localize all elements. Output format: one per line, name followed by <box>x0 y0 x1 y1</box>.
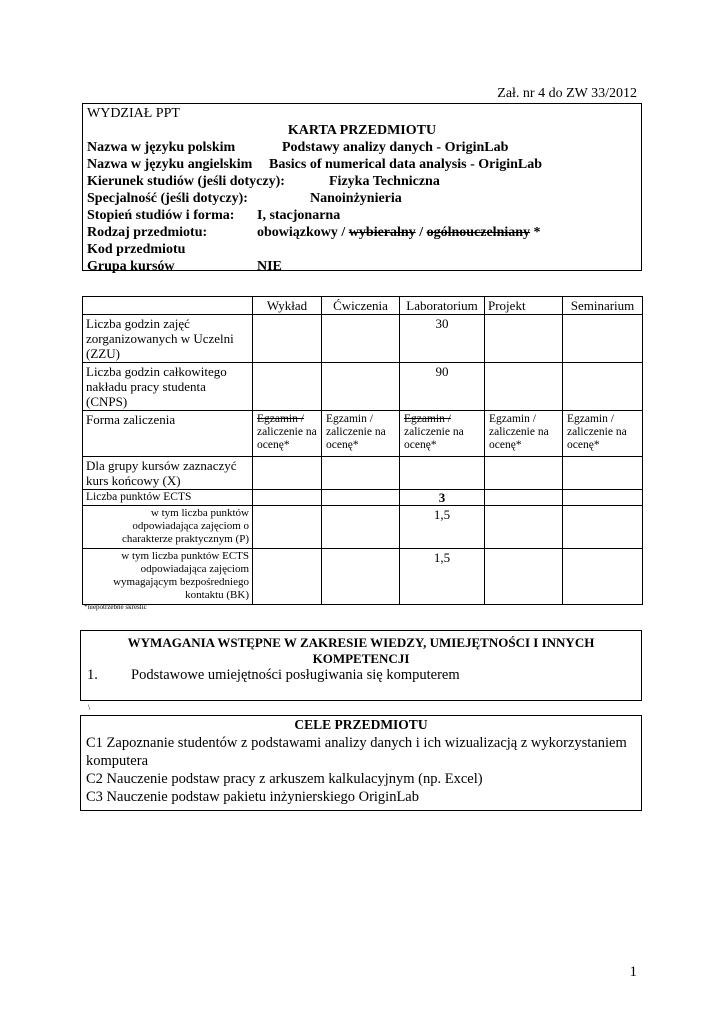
type-separator: / <box>419 225 424 240</box>
level-value: I, stacjonarna <box>257 208 341 223</box>
form-lecture: Egzamin / zaliczenie na ocenę* <box>253 411 322 457</box>
bk-lab: 1,5 <box>400 549 485 605</box>
table-row-zzu <box>83 315 643 363</box>
card-title: KARTA PRZEDMIOTU <box>287 123 437 138</box>
zzu-label: Liczba godzin zajęć zorganizowanych w Uczelni (ZZU) <box>83 315 253 363</box>
col-laboratory: Laboratorium <box>400 297 485 315</box>
name-pl-label: Nazwa w języku polskim <box>87 140 236 155</box>
code-label: Kod przedmiotu <box>87 242 186 257</box>
goal-c1: C1 Zapoznanie studentów z podstawami analizy danych i ich wizualizacją z wykorzystaniem komputera <box>86 735 627 769</box>
type-value <box>257 224 541 241</box>
name-en-label: Nazwa w języku angielskim <box>87 157 253 172</box>
table-row-bk <box>83 549 643 605</box>
goals-box <box>80 715 642 811</box>
requirements-title: WYMAGANIA WSTĘPNE W ZAKRESIE WIEDZY, UMIEJĘTNOŚCI I INNYCH KOMPETENCJI <box>127 635 595 666</box>
course-header-box <box>82 103 642 274</box>
requirements-item <box>87 667 460 684</box>
ects-lab: 3 <box>400 490 485 506</box>
form-laboratory: Egzamin / zaliczenie na ocenę* <box>400 411 485 457</box>
type-label: Rodzaj przedmiotu: <box>87 225 208 240</box>
ects-label: Liczba punktów ECTS <box>83 490 253 506</box>
specialization-label: Specjalność (jeśli dotyczy): <box>87 191 248 206</box>
goals-title: CELE PRZEDMIOTU <box>294 717 428 732</box>
form-label: Forma zaliczenia <box>83 411 253 457</box>
name-en-value: Basics of numerical data analysis - OriginLab <box>269 157 543 172</box>
table-row-practical <box>83 506 643 549</box>
hours-table <box>82 296 643 605</box>
field-value: Fizyka Techniczna <box>329 174 440 189</box>
goal-c2: C2 Nauczenie podstaw pracy z arkuszem kalkulacyjnym (np. Excel) <box>86 771 483 787</box>
form-seminar: Egzamin / zaliczenie na ocenę* <box>563 411 643 457</box>
bk-label: w tym liczba punktów ECTS odpowiadająca zajęciom wymagającym bezpośredniego kontaktu (BK) <box>83 549 253 605</box>
form-project: Egzamin / zaliczenie na ocenę* <box>485 411 563 457</box>
page-number: 1 <box>629 964 637 980</box>
table-header-row <box>83 297 643 315</box>
level-label: Stopień studiów i forma: <box>87 208 235 223</box>
practical-label: w tym liczba punktów odpowiadająca zajęciom o charakterze praktycznym (P) <box>83 506 253 549</box>
col-seminar: Seminarium <box>563 297 643 315</box>
table-row-form <box>83 411 643 457</box>
type-elective-struck: wybieralny <box>348 225 416 240</box>
field-label: Kierunek studiów (jeśli dotyczy): <box>87 174 285 189</box>
requirements-item-number: 1. <box>87 667 98 683</box>
table-row-cnps <box>83 363 643 411</box>
footnote: *niepotrzebne skreślić <box>84 603 147 611</box>
table-corner <box>83 297 253 315</box>
type-mandatory: obowiązkowy / <box>257 225 346 240</box>
col-exercises: Ćwiczenia <box>322 297 400 315</box>
table-row-ects <box>83 490 643 506</box>
specialization-value: Nanoinżynieria <box>310 191 402 206</box>
faculty: WYDZIAŁ PPT <box>87 106 180 121</box>
form-exercises: Egzamin / zaliczenie na ocenę* <box>322 411 400 457</box>
name-pl-value: Podstawy analizy danych - OriginLab <box>282 140 509 155</box>
cnps-lab: 90 <box>400 363 485 411</box>
table-row-final <box>83 457 643 490</box>
attachment-reference: Zał. nr 4 do ZW 33/2012 <box>497 86 637 101</box>
type-asterisk: * <box>533 225 541 240</box>
group-value: NIE <box>257 259 282 274</box>
requirements-box <box>80 630 642 701</box>
stray-mark: \ <box>88 703 91 712</box>
zzu-lab: 30 <box>400 315 485 363</box>
col-lecture: Wykład <box>253 297 322 315</box>
group-label: Grupa kursów <box>87 259 175 274</box>
goal-c3: C3 Nauczenie podstaw pakietu inżynierskiego OriginLab <box>86 789 419 805</box>
type-university-struck: ogólnouczelniany <box>426 225 531 240</box>
practical-lab: 1,5 <box>400 506 485 549</box>
col-project: Projekt <box>485 297 563 315</box>
requirements-item-text: Podstawowe umiejętności posługiwania się komputerem <box>131 667 460 683</box>
final-course-label: Dla grupy kursów zaznaczyć kurs końcowy (X) <box>83 457 253 490</box>
cnps-label: Liczba godzin całkowitego nakładu pracy studenta (CNPS) <box>83 363 253 411</box>
